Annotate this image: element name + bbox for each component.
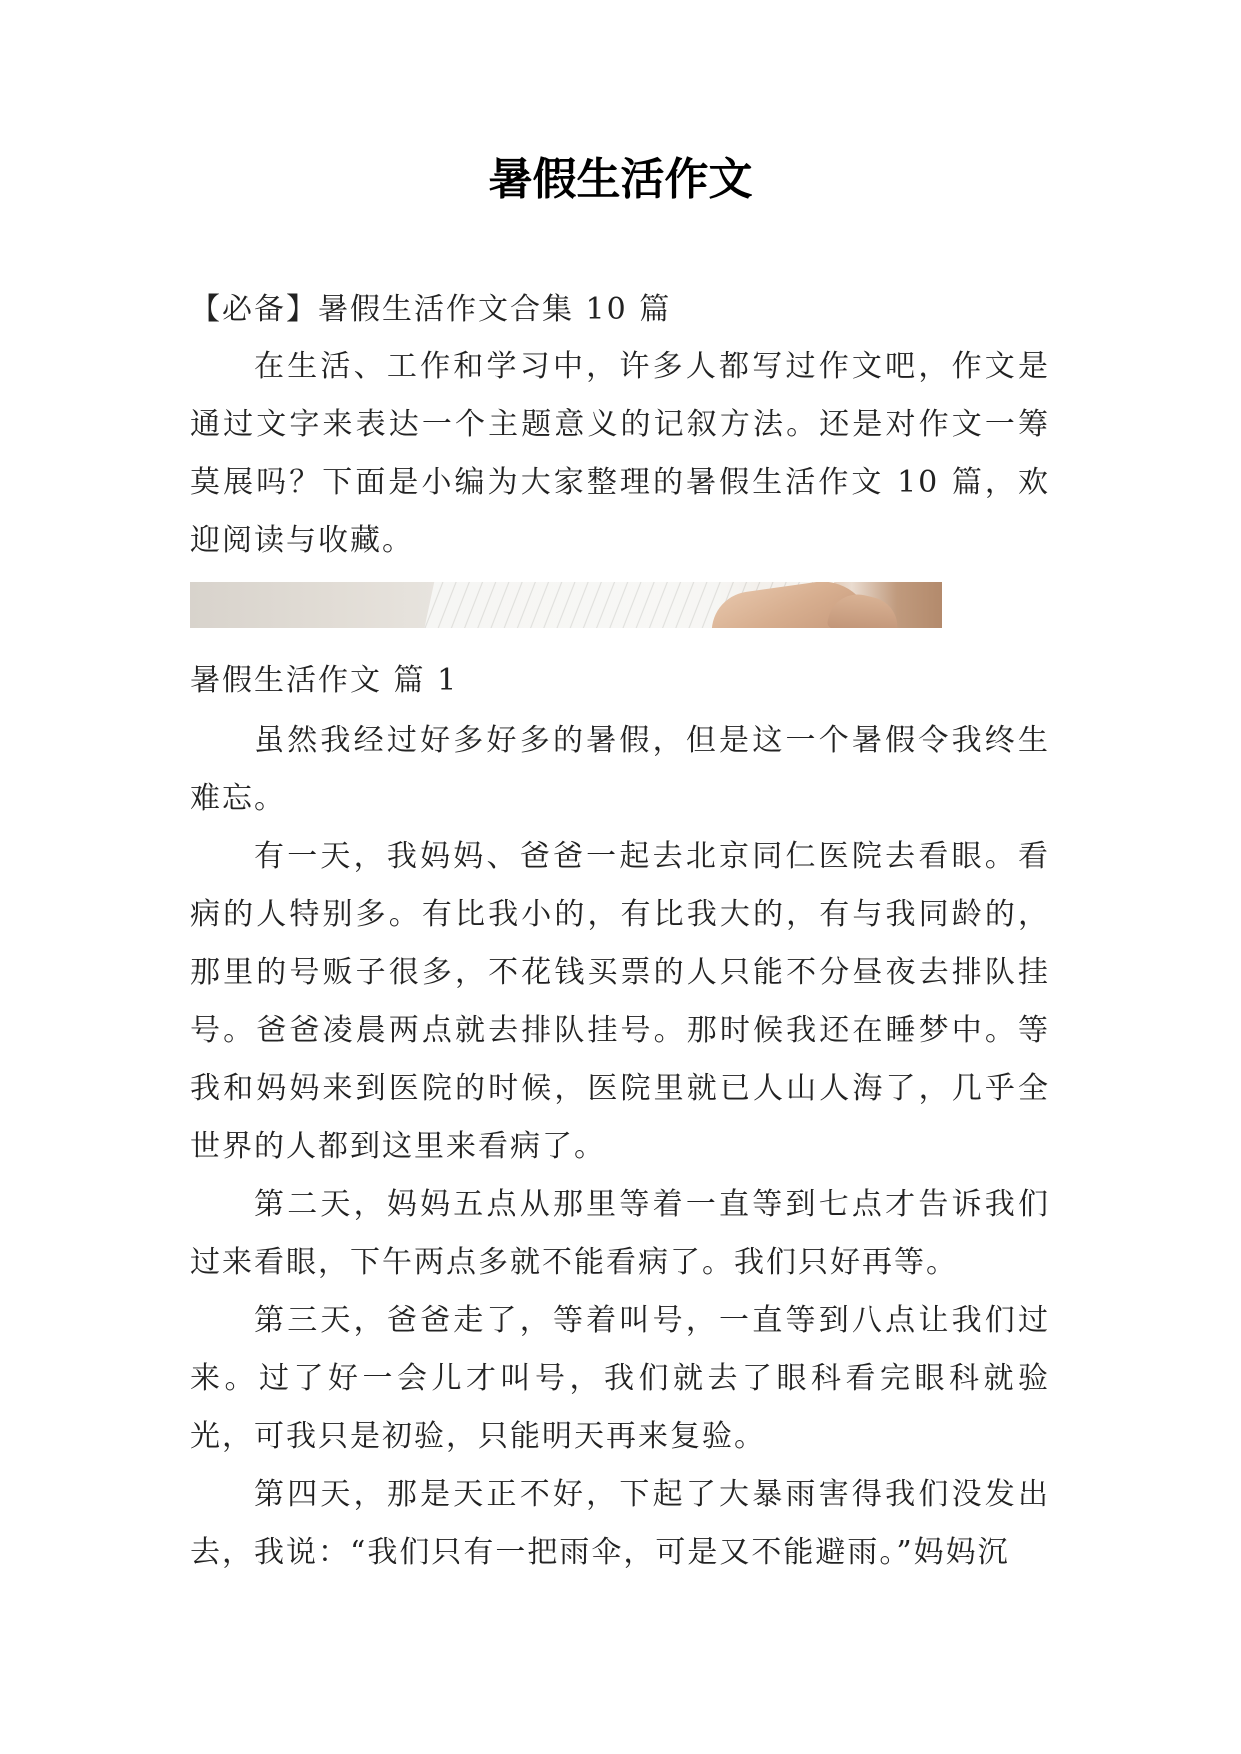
section-title: 暑假生活作文 篇 1 — [190, 663, 459, 698]
document-title: 暑假生活作文 — [488, 154, 753, 205]
document-subtitle: 【必备】暑假生活作文合集 10 篇 — [190, 292, 672, 327]
hands-on-notebook-image — [190, 582, 942, 628]
intro-paragraph: 在生活、工作和学习中，许多人都写过作文吧，作文是通过文字来表达一个主题意义的记叙方法。还是对作文一筹莫展吗？下面是小编为大家整理的暑假生活作文 10 篇，欢迎阅读与收藏。 — [190, 349, 1050, 558]
body-paragraph: 第四天，那是天正不好，下起了大暴雨害得我们没发出去，我说：“我们只有一把雨伞，可是又不能避雨。”妈妈沉 — [190, 1477, 1050, 1570]
document-body — [190, 290, 1050, 1582]
body-paragraph: 虽然我经过好多好多的暑假，但是这一个暑假令我终生难忘。 — [190, 723, 1050, 816]
body-paragraph: 有一天，我妈妈、爸爸一起去北京同仁医院去看眼。看病的人特别多。有比我小的，有比我大的，有与我同龄的，那里的号贩子很多，不花钱买票的人只能不分昼夜去排队挂号。爸爸凌晨两点就去排队挂号。那时候我还在睡梦中。等我和妈妈来到医院的时候，医院里就已人山人海了，几乎全世界的人都到这里来看病了。 — [190, 839, 1050, 1164]
body-paragraph: 第三天，爸爸走了，等着叫号，一直等到八点让我们过来。过了好一会儿才叫号，我们就去了眼科看完眼科就验光，可我只是初验，只能明天再来复验。 — [190, 1303, 1050, 1454]
body-paragraph: 第二天，妈妈五点从那里等着一直等到七点才告诉我们过来看眼，下午两点多就不能看病了。我们只好再等。 — [190, 1187, 1050, 1280]
